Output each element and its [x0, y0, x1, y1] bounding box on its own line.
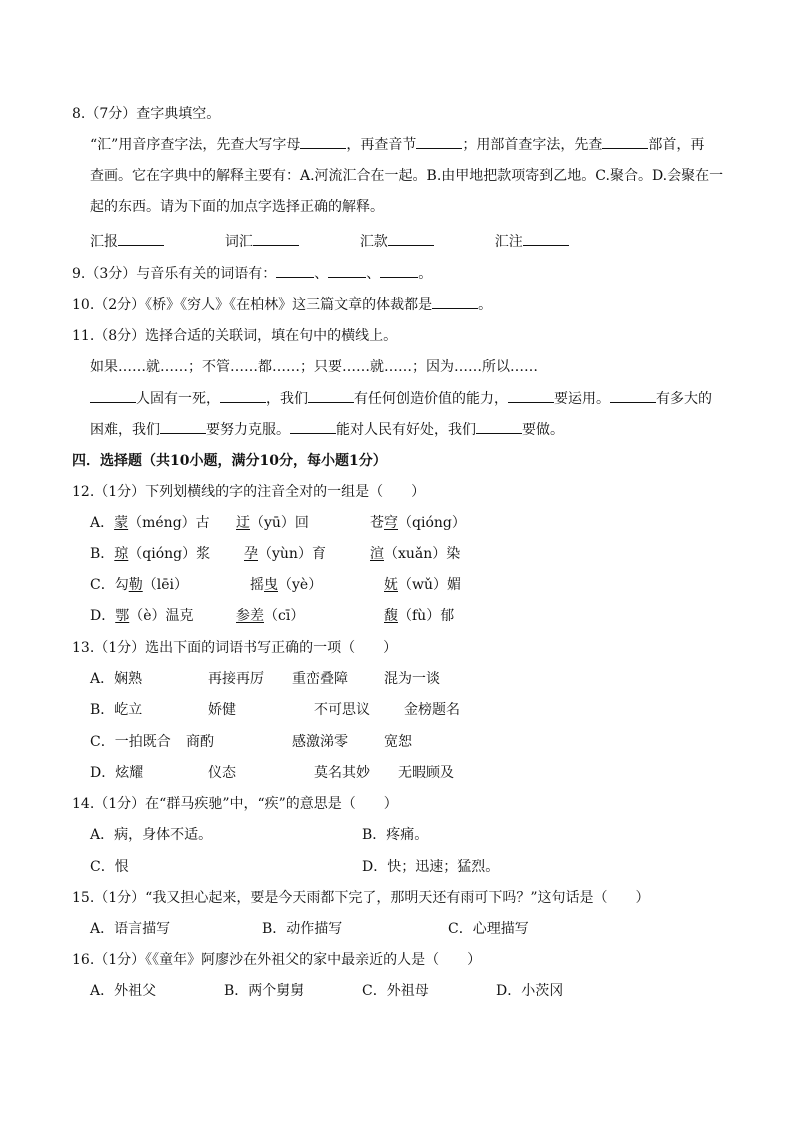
q11-text: 有任何创造价值的能力， — [354, 391, 508, 407]
answer-blank[interactable] — [432, 296, 478, 309]
answer-blank[interactable] — [290, 421, 336, 434]
q11-text: 能对人民有好处，我们 — [336, 422, 476, 438]
pinyin: （qióng） — [398, 515, 466, 531]
underlined-char: 琼 — [114, 546, 129, 562]
answer-blank[interactable] — [523, 233, 569, 246]
q8-line-2: 查画。它在字典中的解释主要有：A.河流汇合在一起。B.由甲地把款项寄到乙地。C.聚合。D.会聚在一 — [90, 168, 724, 184]
q14-option-a[interactable]: A．病，身体不适。 — [90, 827, 213, 843]
pinyin: （méng）古 — [128, 515, 210, 531]
section-heading: 四．选择题（共10小题，满分10分，每小题1分） — [72, 453, 387, 469]
q14-option-c[interactable]: C．恨 — [90, 859, 129, 875]
q8-item: 词汇 — [224, 234, 253, 250]
q13-title: 13.（1分）选出下面的词语书写正确的一项（ ） — [72, 640, 398, 656]
q13-option-d[interactable]: D．炫耀 — [90, 765, 144, 781]
q13-word: 宽恕 — [384, 734, 412, 750]
option-letter: C． — [90, 577, 115, 593]
answer-blank[interactable] — [328, 265, 366, 278]
q13-word: 商酌 — [186, 734, 214, 750]
pinyin: （wǔ）媚 — [398, 577, 461, 593]
underlined-char: 蒙 — [114, 515, 129, 531]
separator: 、 — [314, 266, 329, 282]
underlined-char: 渲 — [370, 546, 384, 562]
q15-option-a[interactable]: A．语言描写 — [90, 921, 171, 937]
q13-option-a[interactable]: A．娴熟 — [90, 671, 143, 687]
pinyin: （qióng）浆 — [128, 546, 211, 562]
q10-line — [72, 296, 492, 314]
q13-word: 莫名其妙 — [314, 765, 370, 781]
q8-line-3: 起的东西。请为下面的加点字选择正确的解释。 — [90, 199, 384, 215]
q12-option-a-3 — [370, 514, 466, 532]
pinyin: （yùn）育 — [258, 546, 326, 562]
q8-text-a: “汇”用音序查字法，先查大写字母 — [90, 137, 301, 153]
q13-word: 无暇顾及 — [398, 765, 454, 781]
char: 勾 — [114, 577, 129, 593]
q10-text: 10.（2分）《桥》《穷人》《在柏林》这三篇文章的体裁都是 — [72, 297, 433, 313]
pinyin: （xuǎn）染 — [384, 546, 461, 562]
q16-option-a[interactable]: A．外祖父 — [90, 983, 157, 999]
underlined-char: 曳 — [264, 577, 278, 593]
q8-item: 汇报 — [90, 234, 118, 250]
q14-title: 14.（1分）在“群马疾驰”中，“疾”的意思是（ ） — [72, 796, 398, 812]
period: 。 — [418, 266, 433, 282]
q11-text: 要努力克服。 — [206, 422, 290, 438]
pinyin: （yū）回 — [250, 515, 309, 531]
q11-title: 11.（8分）选择合适的关联词，填在句中的横线上。 — [72, 328, 398, 344]
separator: 、 — [366, 266, 381, 282]
q13-word: 混为一谈 — [384, 671, 440, 687]
answer-blank[interactable] — [308, 390, 354, 403]
pinyin: （è）温克 — [129, 608, 194, 624]
underlined-char: 孕 — [244, 546, 258, 562]
answer-blank[interactable] — [90, 390, 136, 403]
answer-blank[interactable] — [300, 136, 346, 149]
answer-blank[interactable] — [508, 390, 554, 403]
q11-text: 要做。 — [522, 422, 564, 438]
q11-text: 困难，我们 — [90, 422, 160, 438]
q8-text-c: ；用部首查字法，先查 — [462, 137, 603, 153]
q15-option-b[interactable]: B．动作描写 — [262, 921, 343, 937]
underlined-char: 迂 — [236, 515, 250, 531]
q8-item: 汇款 — [359, 234, 388, 250]
q12-option-b-3 — [362, 545, 460, 563]
q12-option-b-2 — [244, 545, 326, 563]
answer-blank[interactable] — [380, 265, 418, 278]
underlined-char: 参差 — [236, 608, 264, 624]
answer-blank[interactable] — [602, 136, 648, 149]
option-letter: B． — [90, 546, 115, 562]
q11-text: ，我们 — [266, 391, 308, 407]
q14-option-b[interactable]: B．疼痛。 — [362, 827, 429, 843]
q14-option-d[interactable]: D．快；迅速；猛烈。 — [362, 859, 500, 875]
q13-option-c[interactable]: C．一拍既合 — [90, 734, 171, 750]
q15-title: 15.（1分）“我又担心起来，要是今天雨都下完了，那明天还有雨可下吗？”这句话是（ ） — [72, 890, 650, 906]
q8-text-d: 部首，再 — [648, 137, 705, 153]
q16-option-d[interactable]: D．小茨冈 — [496, 983, 564, 999]
q12-option-d[interactable] — [90, 607, 194, 625]
q8-line-1 — [90, 136, 704, 154]
q13-word: 娇健 — [208, 702, 236, 718]
q13-word: 仪态 — [208, 765, 236, 781]
q8-title: 8.（7分）查字典填空。 — [72, 106, 221, 122]
q12-option-c-3 — [384, 576, 461, 594]
underlined-char: 勒 — [128, 577, 143, 593]
q12-option-d-2 — [236, 607, 304, 625]
q12-title: 12.（1分）下列划横线的字的注音全对的一组是（ ） — [72, 484, 426, 500]
answer-blank[interactable] — [220, 390, 266, 403]
pinyin: （fù）郁 — [398, 608, 455, 624]
q11-text: 要运用。 — [554, 391, 610, 407]
q13-word: 感激涕零 — [292, 734, 348, 750]
char: 摇 — [250, 577, 264, 593]
underlined-char: 馥 — [384, 608, 398, 624]
q13-word: 不可思议 — [314, 702, 370, 718]
answer-blank[interactable] — [160, 421, 206, 434]
q16-option-c[interactable]: C．外祖母 — [362, 983, 429, 999]
q11-options: 如果……就……；不管……都……；只要……就……；因为……所以…… — [90, 359, 538, 375]
pinyin: （cī） — [264, 608, 305, 624]
q11-line-2 — [90, 421, 564, 439]
q11-text: 人固有一死， — [136, 391, 220, 407]
option-letter: A． — [90, 515, 115, 531]
q12-option-d-3 — [384, 607, 454, 625]
q12-option-b[interactable] — [90, 545, 210, 563]
q8-items — [90, 233, 569, 251]
q12-option-a-2 — [236, 514, 309, 532]
underlined-char: 妩 — [384, 577, 398, 593]
period: 。 — [478, 297, 493, 313]
q9-text: 9.（3分）与音乐有关的词语有： — [72, 266, 277, 282]
answer-blank[interactable] — [118, 233, 164, 246]
q8-text-b: ，再查音节 — [346, 137, 417, 153]
underlined-char: 穹 — [384, 515, 398, 531]
q15-option-c[interactable]: C．心理描写 — [448, 921, 529, 937]
pinyin: （yè） — [278, 577, 323, 593]
answer-blank[interactable] — [253, 233, 299, 246]
char: 苍 — [370, 515, 384, 531]
q12-option-c-2 — [250, 576, 322, 594]
q13-word: 重峦叠障 — [292, 671, 348, 687]
q12-option-a[interactable] — [90, 514, 210, 532]
answer-blank[interactable] — [276, 265, 314, 278]
answer-blank[interactable] — [610, 390, 656, 403]
q16-title: 16.（1分）《《童年》阿廖沙在外祖父的家中最亲近的人是（ ） — [72, 952, 482, 968]
q16-option-b[interactable]: B．两个舅舅 — [224, 983, 305, 999]
option-letter: D． — [90, 608, 116, 624]
q9-line — [72, 265, 432, 283]
underlined-char: 鄂 — [115, 608, 130, 624]
answer-blank[interactable] — [416, 136, 462, 149]
q8-item: 汇注 — [494, 234, 523, 250]
answer-blank[interactable] — [476, 421, 522, 434]
pinyin: （lēi） — [142, 577, 188, 593]
q11-text: 有多大的 — [656, 391, 712, 407]
q11-line-1 — [90, 390, 712, 408]
q12-option-c[interactable] — [90, 576, 188, 594]
answer-blank[interactable] — [388, 233, 434, 246]
q13-word: 金榜题名 — [404, 702, 460, 718]
q13-word: 再接再厉 — [208, 671, 264, 687]
q13-option-b[interactable]: B．屹立 — [90, 702, 143, 718]
